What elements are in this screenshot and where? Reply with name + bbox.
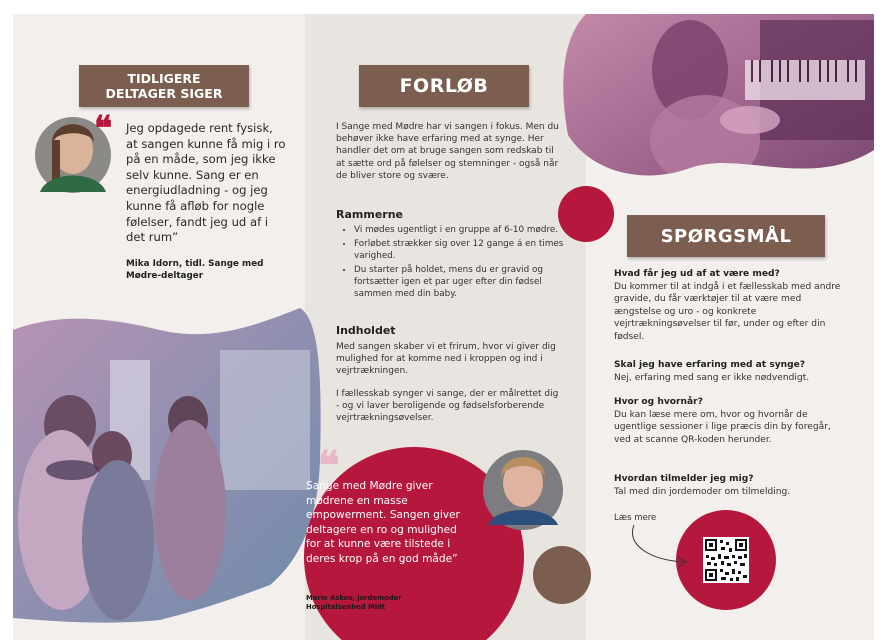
rammerne-list	[340, 224, 576, 302]
rammerne-heading: Rammerne	[336, 208, 403, 221]
indholdet-heading: Indholdet	[336, 324, 396, 337]
avatar-marie	[483, 450, 563, 530]
list-item: • Forløbet strækker sig over 12 gange á en times varighed.	[354, 238, 576, 262]
participant-quote: Jeg opdagede rent fysisk, at sangen kunne få mig i ro på en måde, som jeg ikke selv kunne. Sang er en energiudladning - og jeg kunne få afløb for nogle følelser, fandt jeg ud af i det rum”	[126, 121, 286, 245]
group-singing-photo	[13, 300, 333, 630]
forlob-intro: I Sange med Mødre har vi sangen i fokus. Men du behøver ikke have erfaring med at synge. Her handler det om at bruge sangen som redskab til at sætte ord på følelser og stemninger - også når de bliver store og svære.	[336, 122, 559, 181]
heading-forlob: FORLØB	[359, 65, 529, 107]
heading-sporgsmal: SPØRGSMÅL	[627, 215, 825, 257]
faq-question: Hvor og hvornår?	[614, 397, 703, 407]
faq-item	[614, 268, 844, 344]
faq-question: Skal jeg have erfaring med at synge?	[614, 360, 806, 370]
midwife-quote: Sange med Mødre giver mødrene en masse empowerment. Sangen giver deltagere en ro og mulighed for at kunne være tilstede i deres krop på en god måde”	[306, 480, 460, 565]
faq-answer: Nej, erfaring med sang er ikke nødvendigt.	[614, 372, 810, 383]
piano-photo	[556, 14, 886, 214]
qr-code-icon	[703, 537, 749, 583]
heading-tidligere-deltager: TIDLIGERE DELTAGER SIGER	[79, 65, 249, 107]
list-item: • Vi mødes ugentligt i en gruppe af 6-10 mødre.	[354, 224, 576, 236]
faq-item	[614, 473, 844, 498]
participant-attribution: Mika Idorn, tidl. Sange med Mødre-deltager	[126, 259, 264, 281]
faq-item	[614, 396, 844, 446]
decor-circle-brown	[533, 546, 591, 604]
indholdet-paragraph-1: Med sangen skaber vi et frirum, hvor vi giver dig mulighed for at komme ned i kroppen og ind i vejrtrækningen.	[336, 342, 556, 377]
faq-answer: Du kan læse mere om, hvor og hvornår de ugentlige sessioner i lige præcis din by foregår, ved at scanne QR-koden herunder.	[614, 409, 831, 445]
laes-mere-label: Læs mere	[614, 513, 657, 523]
indholdet-paragraph-2: I fællesskab synger vi sange, der er målrettet dig - og vi laver beroligende og fødselsforberende vejrtrækningsøvelser.	[336, 389, 559, 424]
faq-question: Hvordan tilmelder jeg mig?	[614, 474, 754, 484]
list-item: • Du starter på holdet, mens du er gravid og fortsætter igen et par uger efter din fødsel sammen med din baby.	[354, 264, 576, 300]
faq-item	[614, 359, 844, 384]
quote-mark-icon: ❝	[318, 442, 340, 489]
faq-question: Hvad får jeg ud af at være med?	[614, 269, 780, 279]
faq-answer: Tal med din jordemoder om tilmelding.	[614, 486, 791, 497]
faq-answer: Du kommer til at indgå i et fællesskab med andre gravide, du får værktøjer til at være med ængstelse og uro - og konkrete vejrtrækningsøvelser til før, under og efter din fødsel.	[614, 281, 841, 342]
quote-mark-icon: ❝	[94, 109, 113, 149]
midwife-attribution: Marie Askov, jordemoder Hospitalsenhed Midt	[306, 594, 402, 611]
